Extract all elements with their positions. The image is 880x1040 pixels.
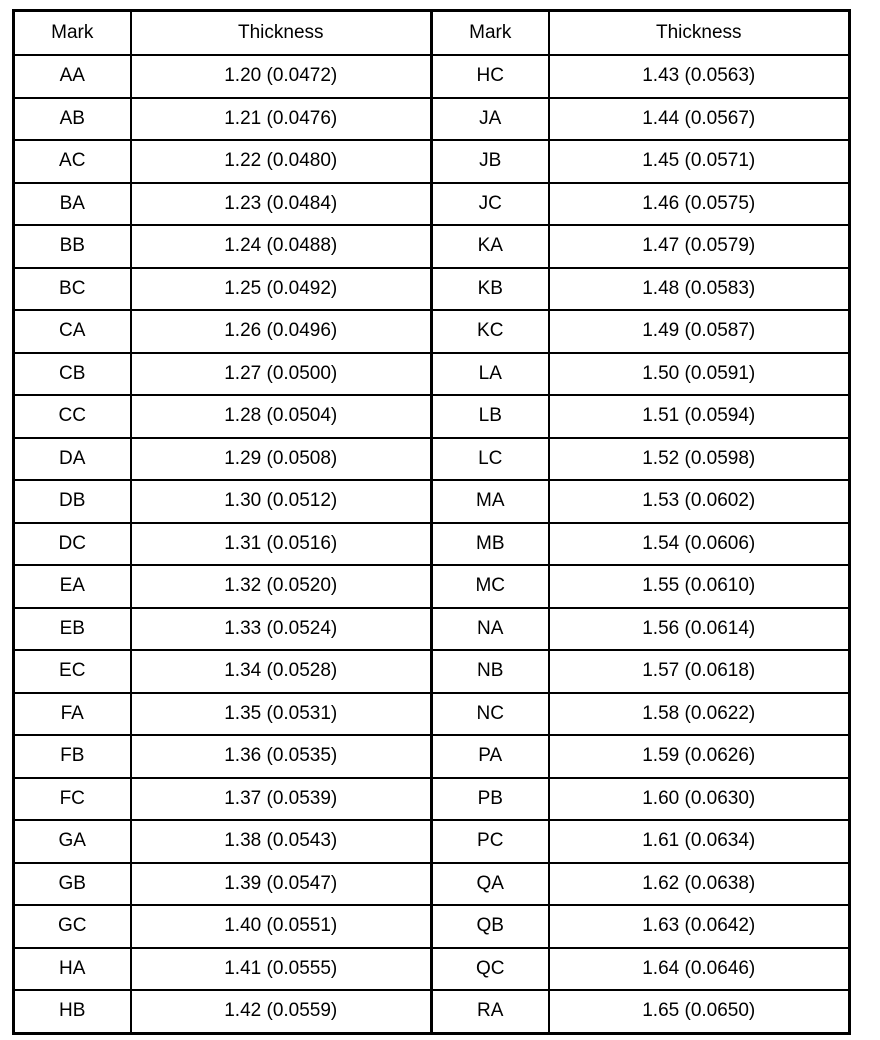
cell-mark-left: GC bbox=[14, 905, 131, 948]
header-row bbox=[14, 11, 850, 56]
table-row bbox=[14, 268, 850, 311]
cell-mark-left: AC bbox=[14, 140, 131, 183]
header-mark-right: Mark bbox=[432, 11, 549, 56]
cell-thickness-right: 1.51 (0.0594) bbox=[549, 395, 850, 438]
cell-mark-left: HB bbox=[14, 990, 131, 1033]
cell-thickness-right: 1.49 (0.0587) bbox=[549, 310, 850, 353]
table-row bbox=[14, 353, 850, 396]
cell-thickness-left: 1.26 (0.0496) bbox=[131, 310, 432, 353]
table-row bbox=[14, 650, 850, 693]
cell-thickness-right: 1.65 (0.0650) bbox=[549, 990, 850, 1033]
cell-thickness-right: 1.57 (0.0618) bbox=[549, 650, 850, 693]
thickness-table-container bbox=[12, 9, 848, 1035]
cell-mark-right: KB bbox=[432, 268, 549, 311]
cell-thickness-left: 1.38 (0.0543) bbox=[131, 820, 432, 863]
cell-thickness-left: 1.39 (0.0547) bbox=[131, 863, 432, 906]
cell-thickness-left: 1.24 (0.0488) bbox=[131, 225, 432, 268]
cell-mark-right: JA bbox=[432, 98, 549, 141]
table-row bbox=[14, 523, 850, 566]
cell-mark-left: FC bbox=[14, 778, 131, 821]
cell-mark-left: DB bbox=[14, 480, 131, 523]
table-row bbox=[14, 948, 850, 991]
cell-mark-right: QA bbox=[432, 863, 549, 906]
cell-mark-left: GA bbox=[14, 820, 131, 863]
cell-thickness-right: 1.55 (0.0610) bbox=[549, 565, 850, 608]
cell-thickness-right: 1.44 (0.0567) bbox=[549, 98, 850, 141]
cell-mark-left: AB bbox=[14, 98, 131, 141]
table-row bbox=[14, 480, 850, 523]
cell-mark-right: QB bbox=[432, 905, 549, 948]
cell-mark-left: EC bbox=[14, 650, 131, 693]
cell-thickness-right: 1.54 (0.0606) bbox=[549, 523, 850, 566]
cell-mark-right: KA bbox=[432, 225, 549, 268]
cell-mark-right: HC bbox=[432, 55, 549, 98]
table-row bbox=[14, 98, 850, 141]
cell-mark-left: FA bbox=[14, 693, 131, 736]
cell-thickness-left: 1.36 (0.0535) bbox=[131, 735, 432, 778]
cell-mark-right: LB bbox=[432, 395, 549, 438]
table-row bbox=[14, 693, 850, 736]
cell-mark-right: MC bbox=[432, 565, 549, 608]
table-header bbox=[14, 11, 850, 56]
cell-mark-left: BA bbox=[14, 183, 131, 226]
table-row bbox=[14, 905, 850, 948]
cell-mark-right: LA bbox=[432, 353, 549, 396]
cell-thickness-left: 1.21 (0.0476) bbox=[131, 98, 432, 141]
cell-mark-left: DA bbox=[14, 438, 131, 481]
cell-thickness-right: 1.50 (0.0591) bbox=[549, 353, 850, 396]
cell-thickness-left: 1.41 (0.0555) bbox=[131, 948, 432, 991]
cell-mark-left: CB bbox=[14, 353, 131, 396]
cell-thickness-right: 1.53 (0.0602) bbox=[549, 480, 850, 523]
cell-thickness-left: 1.22 (0.0480) bbox=[131, 140, 432, 183]
cell-mark-left: AA bbox=[14, 55, 131, 98]
cell-mark-right: KC bbox=[432, 310, 549, 353]
table-row bbox=[14, 820, 850, 863]
cell-mark-right: LC bbox=[432, 438, 549, 481]
cell-thickness-right: 1.45 (0.0571) bbox=[549, 140, 850, 183]
cell-thickness-left: 1.20 (0.0472) bbox=[131, 55, 432, 98]
cell-mark-right: PC bbox=[432, 820, 549, 863]
cell-thickness-left: 1.23 (0.0484) bbox=[131, 183, 432, 226]
table-body bbox=[14, 55, 850, 1033]
cell-mark-right: JB bbox=[432, 140, 549, 183]
cell-thickness-left: 1.42 (0.0559) bbox=[131, 990, 432, 1033]
table-row bbox=[14, 225, 850, 268]
cell-thickness-left: 1.27 (0.0500) bbox=[131, 353, 432, 396]
cell-mark-right: NC bbox=[432, 693, 549, 736]
cell-mark-right: PA bbox=[432, 735, 549, 778]
table-row bbox=[14, 310, 850, 353]
cell-mark-left: HA bbox=[14, 948, 131, 991]
thickness-table bbox=[12, 9, 851, 1035]
cell-mark-left: CA bbox=[14, 310, 131, 353]
header-thickness-right: Thickness bbox=[549, 11, 850, 56]
table-row bbox=[14, 140, 850, 183]
table-row bbox=[14, 55, 850, 98]
cell-thickness-right: 1.52 (0.0598) bbox=[549, 438, 850, 481]
cell-thickness-left: 1.34 (0.0528) bbox=[131, 650, 432, 693]
cell-thickness-left: 1.35 (0.0531) bbox=[131, 693, 432, 736]
cell-thickness-right: 1.47 (0.0579) bbox=[549, 225, 850, 268]
cell-thickness-left: 1.37 (0.0539) bbox=[131, 778, 432, 821]
cell-thickness-left: 1.25 (0.0492) bbox=[131, 268, 432, 311]
table-row bbox=[14, 565, 850, 608]
table-row bbox=[14, 990, 850, 1033]
cell-mark-right: NA bbox=[432, 608, 549, 651]
cell-mark-right: RA bbox=[432, 990, 549, 1033]
cell-thickness-left: 1.28 (0.0504) bbox=[131, 395, 432, 438]
cell-mark-left: BB bbox=[14, 225, 131, 268]
table-row bbox=[14, 778, 850, 821]
cell-mark-left: EB bbox=[14, 608, 131, 651]
cell-thickness-right: 1.48 (0.0583) bbox=[549, 268, 850, 311]
cell-thickness-right: 1.61 (0.0634) bbox=[549, 820, 850, 863]
cell-mark-right: QC bbox=[432, 948, 549, 991]
cell-mark-left: GB bbox=[14, 863, 131, 906]
cell-thickness-right: 1.64 (0.0646) bbox=[549, 948, 850, 991]
cell-mark-left: BC bbox=[14, 268, 131, 311]
cell-thickness-right: 1.46 (0.0575) bbox=[549, 183, 850, 226]
cell-mark-left: CC bbox=[14, 395, 131, 438]
header-mark-left: Mark bbox=[14, 11, 131, 56]
table-row bbox=[14, 183, 850, 226]
cell-mark-left: DC bbox=[14, 523, 131, 566]
cell-thickness-left: 1.30 (0.0512) bbox=[131, 480, 432, 523]
cell-thickness-right: 1.62 (0.0638) bbox=[549, 863, 850, 906]
cell-thickness-left: 1.31 (0.0516) bbox=[131, 523, 432, 566]
table-row bbox=[14, 395, 850, 438]
cell-thickness-right: 1.56 (0.0614) bbox=[549, 608, 850, 651]
cell-mark-right: MA bbox=[432, 480, 549, 523]
cell-thickness-left: 1.32 (0.0520) bbox=[131, 565, 432, 608]
table-row bbox=[14, 438, 850, 481]
table-row bbox=[14, 608, 850, 651]
cell-mark-left: EA bbox=[14, 565, 131, 608]
cell-mark-right: JC bbox=[432, 183, 549, 226]
cell-thickness-left: 1.40 (0.0551) bbox=[131, 905, 432, 948]
cell-mark-right: MB bbox=[432, 523, 549, 566]
table-row bbox=[14, 735, 850, 778]
table-row bbox=[14, 863, 850, 906]
cell-thickness-right: 1.59 (0.0626) bbox=[549, 735, 850, 778]
cell-thickness-right: 1.63 (0.0642) bbox=[549, 905, 850, 948]
cell-thickness-right: 1.58 (0.0622) bbox=[549, 693, 850, 736]
cell-thickness-left: 1.33 (0.0524) bbox=[131, 608, 432, 651]
cell-mark-right: PB bbox=[432, 778, 549, 821]
cell-mark-right: NB bbox=[432, 650, 549, 693]
cell-thickness-right: 1.43 (0.0563) bbox=[549, 55, 850, 98]
cell-thickness-left: 1.29 (0.0508) bbox=[131, 438, 432, 481]
cell-thickness-right: 1.60 (0.0630) bbox=[549, 778, 850, 821]
cell-mark-left: FB bbox=[14, 735, 131, 778]
header-thickness-left: Thickness bbox=[131, 11, 432, 56]
